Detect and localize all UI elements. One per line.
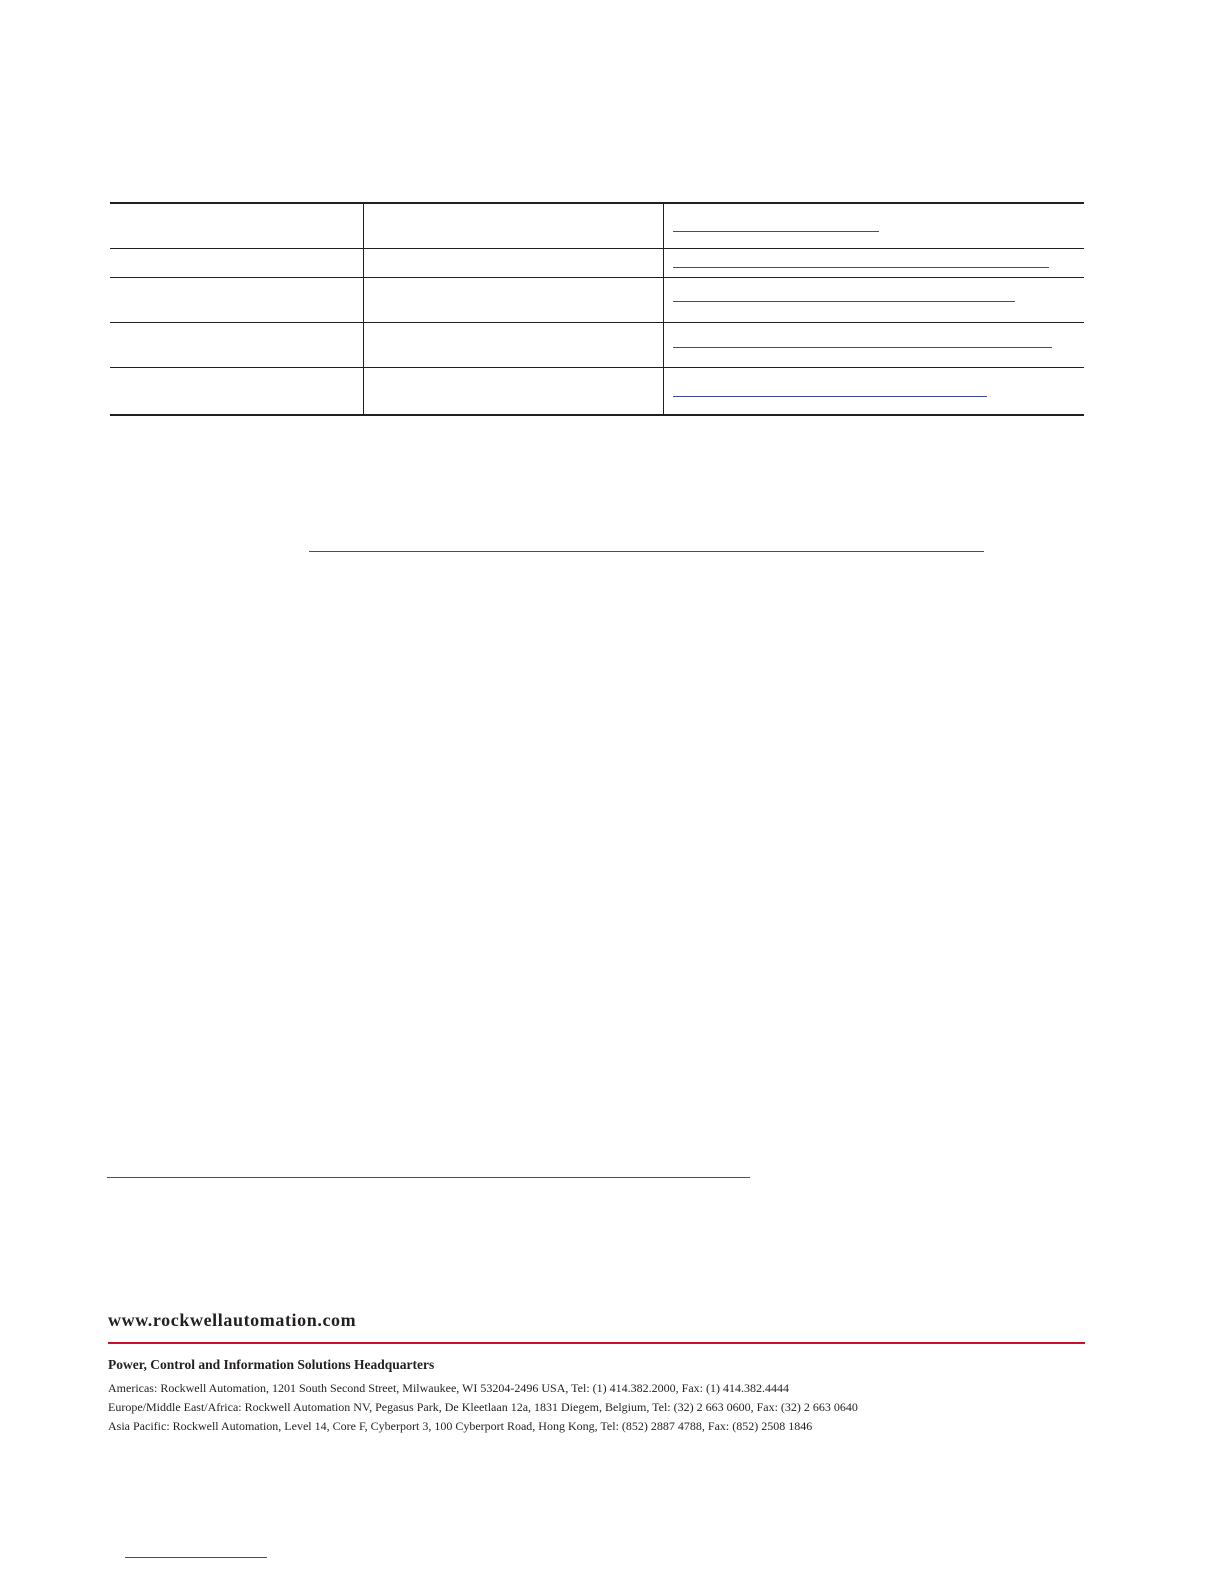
table-cell <box>110 277 364 322</box>
table-cell <box>664 277 1085 322</box>
support-link[interactable] <box>673 231 879 232</box>
americas-address: Americas: Rockwell Automation, 1201 South Second Street, Milwaukee, WI 53204-2496 USA, Tel: (1) 414.382.2000, Fax: (1) 414.382.4444 <box>108 1381 789 1395</box>
table-cell <box>110 248 364 277</box>
table-cell <box>664 248 1085 277</box>
table-cell <box>664 322 1085 367</box>
publication-number-link[interactable] <box>125 1557 267 1558</box>
table-cell <box>110 367 364 415</box>
footer-divider <box>108 1342 1085 1344</box>
support-link[interactable] <box>673 301 1015 302</box>
table-row <box>110 203 1084 248</box>
documentation-link[interactable] <box>309 551 984 552</box>
table-row <box>110 277 1084 322</box>
table-cell <box>364 203 664 248</box>
table-cell <box>664 203 1085 248</box>
table-row <box>110 248 1084 277</box>
table-cell <box>664 367 1085 415</box>
table-row <box>110 367 1084 415</box>
support-link[interactable] <box>673 347 1052 348</box>
table-cell <box>364 367 664 415</box>
table-cell <box>110 322 364 367</box>
table-cell <box>364 248 664 277</box>
support-link[interactable] <box>673 267 1049 268</box>
emea-address: Europe/Middle East/Africa: Rockwell Automation NV, Pegasus Park, De Kleetlaan 12a, 1831 Diegem, Belgium, Tel: (32) 2 663 0600, Fax: (32) 2 663 0640 <box>108 1400 858 1414</box>
asia-pacific-address: Asia Pacific: Rockwell Automation, Level 14, Core F, Cyberport 3, 100 Cyberport Road, Hong Kong, Tel: (852) 2887 4788, Fax: (852) 2508 1846 <box>108 1419 813 1433</box>
table-row <box>110 322 1084 367</box>
website-url[interactable]: www.rockwellautomation.com <box>108 1310 357 1330</box>
publication-link[interactable] <box>107 1177 750 1178</box>
table-cell <box>110 203 364 248</box>
table-cell <box>364 277 664 322</box>
table-cell <box>364 322 664 367</box>
support-link[interactable] <box>673 396 987 397</box>
support-resources-table <box>110 202 1084 416</box>
headquarters-title: Power, Control and Information Solutions Headquarters <box>108 1357 435 1372</box>
